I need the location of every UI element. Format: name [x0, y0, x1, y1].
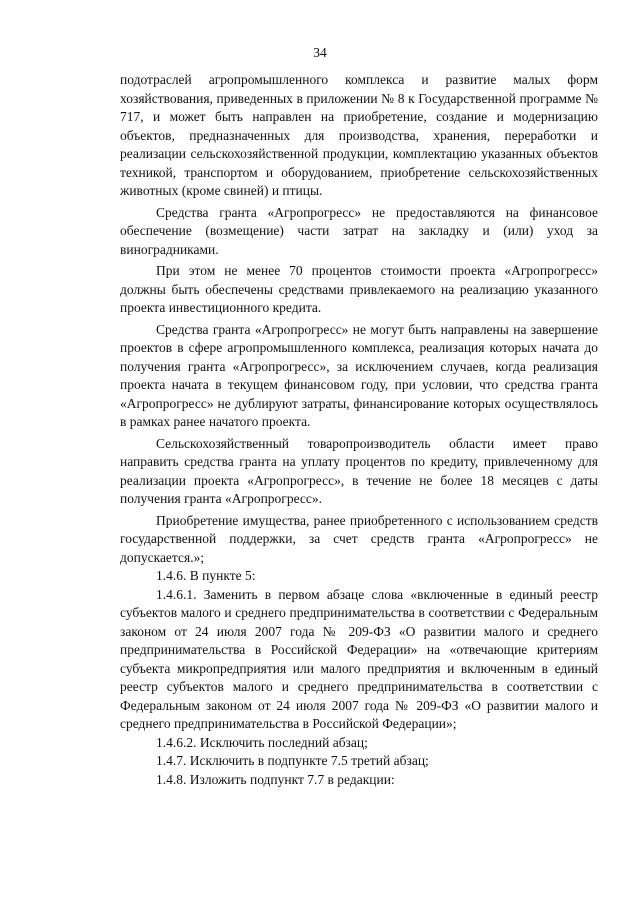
paragraph: 1.4.6.2. Исключить последний абзац; [156, 734, 368, 750]
paragraph: 1.4.8. Изложить подпункт 7.7 в редакции: [156, 771, 395, 787]
paragraph: Средства гранта «Агропрогресс» не предоставляются на финансовое обеспечение (возмещение) части затрат на закладку и (или) уход за виноградниками. [120, 204, 598, 257]
document-body [120, 71, 598, 789]
paragraph: 1.4.6. В пункте 5: [156, 568, 256, 583]
paragraph: При этом не менее 70 процентов стоимости проекта «Агропрогресс» должны быть обеспечены средствами привлекаемого на реализацию указанного проекта инвестиционного кредита. [120, 263, 598, 315]
paragraph: 1.4.7. Исключить в подпункте 7.5 третий абзац; [156, 753, 429, 768]
paragraph: Приобретение имущества, ранее приобретенного с использованием средств государственной поддержки, за счет средств гранта «Агропрогресс» не допускается.»; [120, 512, 598, 565]
paragraph-continuation: подотраслей агропромышленного комплекса и развитие малых форм хозяйствования, приведенных в приложении № 8 к Государственной программе № 717, и может быть направлен на приобретение, создание и модернизацию объектов, предназначенных для производства, хранения, переработки и реализации сельскохозяйственной продукции, комплектацию указанных объектов техникой, транспортом и оборудованием, приобретение сельскохозяйственных животных (кроме свиней) и птицы. [120, 72, 598, 198]
paragraph: Сельскохозяйственный товаропроизводитель области имеет право направить средства гранта на уплату процентов по кредиту, привлеченному для реализации проекта «Агропрогресс», в течение не более 18 месяцев с даты получения гранта «Агропрогресс». [120, 435, 598, 506]
page-number: 34 [313, 45, 327, 60]
paragraph: 1.4.6.1. Заменить в первом абзаце слова «включенные в единый реестр субъектов малого и среднего предпринимательства в соответствии с Федеральным законом от 24 июля 2007 года № 209-ФЗ «О развитии малого и среднего предпринимательства в Российской Федерации» на «отвечающие критериям субъекта микропредприятия или малого предприятия и включенным в единый реестр субъектов малого и среднего предпринимательства в соответствии с Федеральным законом от 24 июля 2007 года № 209-ФЗ «О развитии малого и среднего предпринимательства в Российской Федерации»; [120, 586, 598, 731]
paragraph: Средства гранта «Агропрогресс» не могут быть направлены на завершение проектов в сфере агропромышленного комплекса, реализация которых начата до получения гранта «Агропрогресс», за исключением случаев, когда реализация проекта начата в текущем финансовом году, при условии, что средства гранта «Агропрогресс» не дублируют затраты, финансирование которых осуществлялось в рамках ранее начатого проекта. [120, 321, 598, 429]
